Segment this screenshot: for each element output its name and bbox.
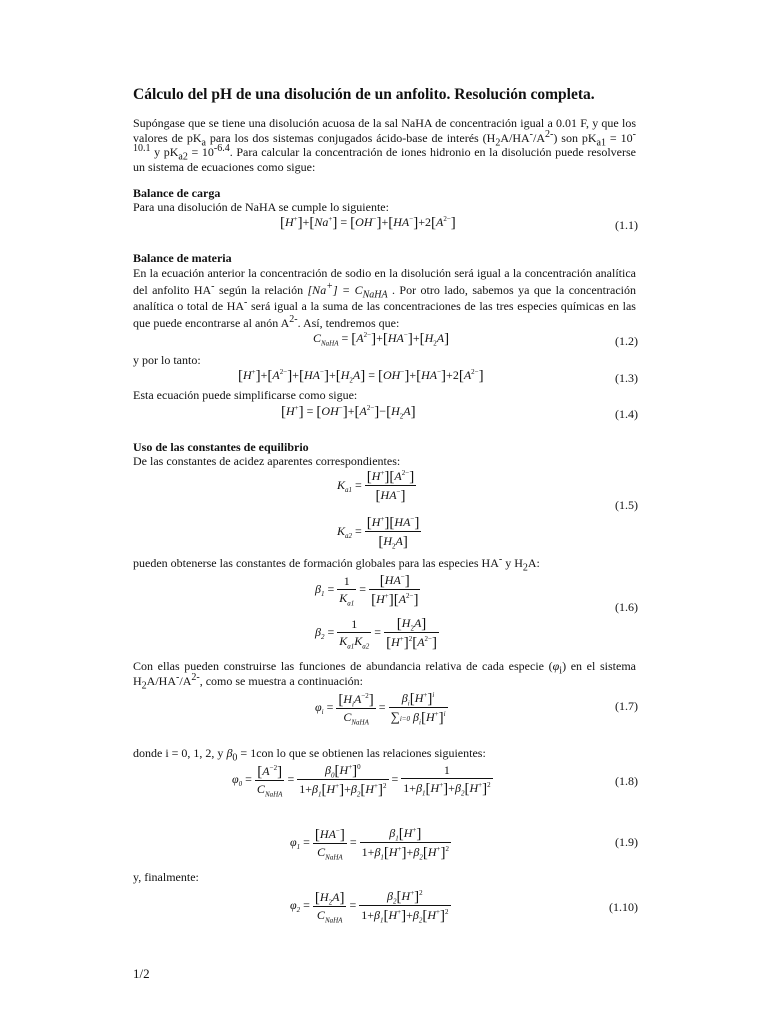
equation-1-2: $C_{NaHA} = [A^{2-}]+[HA^-]+[H_2A]$ xyxy=(313,331,450,348)
equation-1-7: $\varphi_i$ = $\frac{[H_iA^{-2}]}{C_{NaHA}}$ = $\frac{\beta_i[H^+]^i}{\sum i=0 \beta_i[H^+]^i}$ xyxy=(315,691,446,727)
eq-number-1-3: (1.3) xyxy=(615,371,638,385)
constants-intro: De las constantes de acidez aparentes correspondientes: xyxy=(133,454,401,468)
equation-1-6a: $\beta_1$ = $\frac{1}{K_{a1}}$ = $\frac{[HA^-]}{[H^+][A^{2-}]}$ xyxy=(315,573,419,608)
eq-number-1-6: (1.6) xyxy=(615,600,638,614)
equation-1-10: $\varphi_2$ = $\frac{[H_2A]}{C_{NaHA}}$ = $\frac{\beta_2[H^+]^2}{1+\beta_1[H^+]+\beta_2[H^+]^2}$ xyxy=(290,889,449,925)
section-mass-balance-title: Balance de materia xyxy=(133,251,232,265)
equation-1-8: $\varphi_0$ = $\frac{[A^{-2}]}{C_{NaHA}}$ = $\frac{\beta_0[H^+]^0}{1+\beta_1[H^+]+\beta_2[H^+]^2}$ = $\frac{1}{1+\beta_1[H^+]+\beta_2[H^+]^2}$ xyxy=(232,763,491,799)
eq-number-1-10: (1.10) xyxy=(609,900,638,914)
eq-number-1-9: (1.9) xyxy=(615,835,638,849)
section-constants-title: Uso de las constantes de equilibrio xyxy=(133,440,309,454)
relations-intro: donde i = 0, 1, 2, y $\beta_0 = 1con$ lo que se obtienen las relaciones siguientes: xyxy=(133,746,486,764)
eq-number-1-5: (1.5) xyxy=(615,498,638,512)
equation-1-6b: $\beta_2$ = $\frac{1}{K_{a1}K_{a2}}$ = $\frac{[H_2A]}{[H^+]^2[A^{2-}]}$ xyxy=(315,616,437,651)
intro-paragraph: Supóngase que se tiene una disolución acuosa de la sal NaHA de concentración igual a 0.01 F, y que los valores de $pK_a$ para los dos sistemas conjugados ácido-base de interés $(H_2A/HA^-/A^{2-})$ son $pK_{a1} = 10^{-10.1}$ y $pK_{a2} = 10^{-6.4}$. Para calcular la concentración de iones hidronio en la disolución puede resolverse un sistema de ecuaciones como sigue: xyxy=(133,116,636,174)
section-charge-balance-title: Balance de carga xyxy=(133,186,221,200)
eq-number-1-1: (1.1) xyxy=(615,218,638,232)
equation-1-9: $\varphi_1$ = $\frac{[HA^-]}{C_{NaHA}}$ = $\frac{\beta_1[H^+]}{1+\beta_1[H^+]+\beta_2[H^+]^2}$ xyxy=(290,826,449,862)
equation-1-1: $[H^+]+[Na^+] = [OH^-]+[HA^-]+2[A^{2-}]$ xyxy=(280,215,456,231)
page-title: Cálculo del pH de una disolución de un anfolito. Resolución completa. xyxy=(133,86,595,103)
eq-number-1-8: (1.8) xyxy=(615,774,638,788)
equation-1-5a: $K_{a1}$ = $\frac{[H^+][A^{2-}]}{[HA^-]}$ xyxy=(337,469,415,504)
equation-1-4: $[H^+] = [OH^-]+[A^{2-}]-[H_2A]$ xyxy=(281,404,416,421)
formation-constants-text: pueden obtenerse las constantes de formación globales para las especies HA- y $H_2A$: xyxy=(133,554,540,574)
mass-balance-then: y por lo tanto: xyxy=(133,353,201,367)
equation-1-3: $[H^+]+[A^{2-}]+[HA^-]+[H_2A] = [OH^-]+[HA^-]+2[A^{2-}]$ xyxy=(238,368,484,385)
equation-1-5b: $K_{a2}$ = $\frac{[H^+][HA^-]}{[H_2A]}$ xyxy=(337,515,420,551)
page-number: 1/2 xyxy=(133,966,150,981)
eq-number-1-4: (1.4) xyxy=(615,407,638,421)
mass-balance-simplify: Esta ecuación puede simplificarse como sigue: xyxy=(133,388,358,402)
abundance-paragraph: Con ellas pueden construirse las funciones de abundancia relativa de cada especie $(\varphi_i)$ en el sistema $H_2A/HA^-/A^{2-}$, como se muestra a continuación: xyxy=(133,659,636,691)
eq-number-1-2: (1.2) xyxy=(615,334,638,348)
eq-number-1-7: (1.7) xyxy=(615,699,638,713)
mass-balance-paragraph: En la ecuación anterior la concentración de sodio en la disolución será igual a la concentración analítica del anfolito HA- según la relación $[Na^+] = C_{NaHA}$ . Por otro lado, sabemos ya que la concentración analítica o total de HA- será igual a la suma de las concentraciones de las tres especies químicas en las que puede encontrarse al anón $A^{2-}$. Así, tendremos que: xyxy=(133,266,636,330)
finally-text: y, finalmente: xyxy=(133,870,199,884)
charge-balance-text: Para una disolución de NaHA se cumple lo siguiente: xyxy=(133,200,389,214)
